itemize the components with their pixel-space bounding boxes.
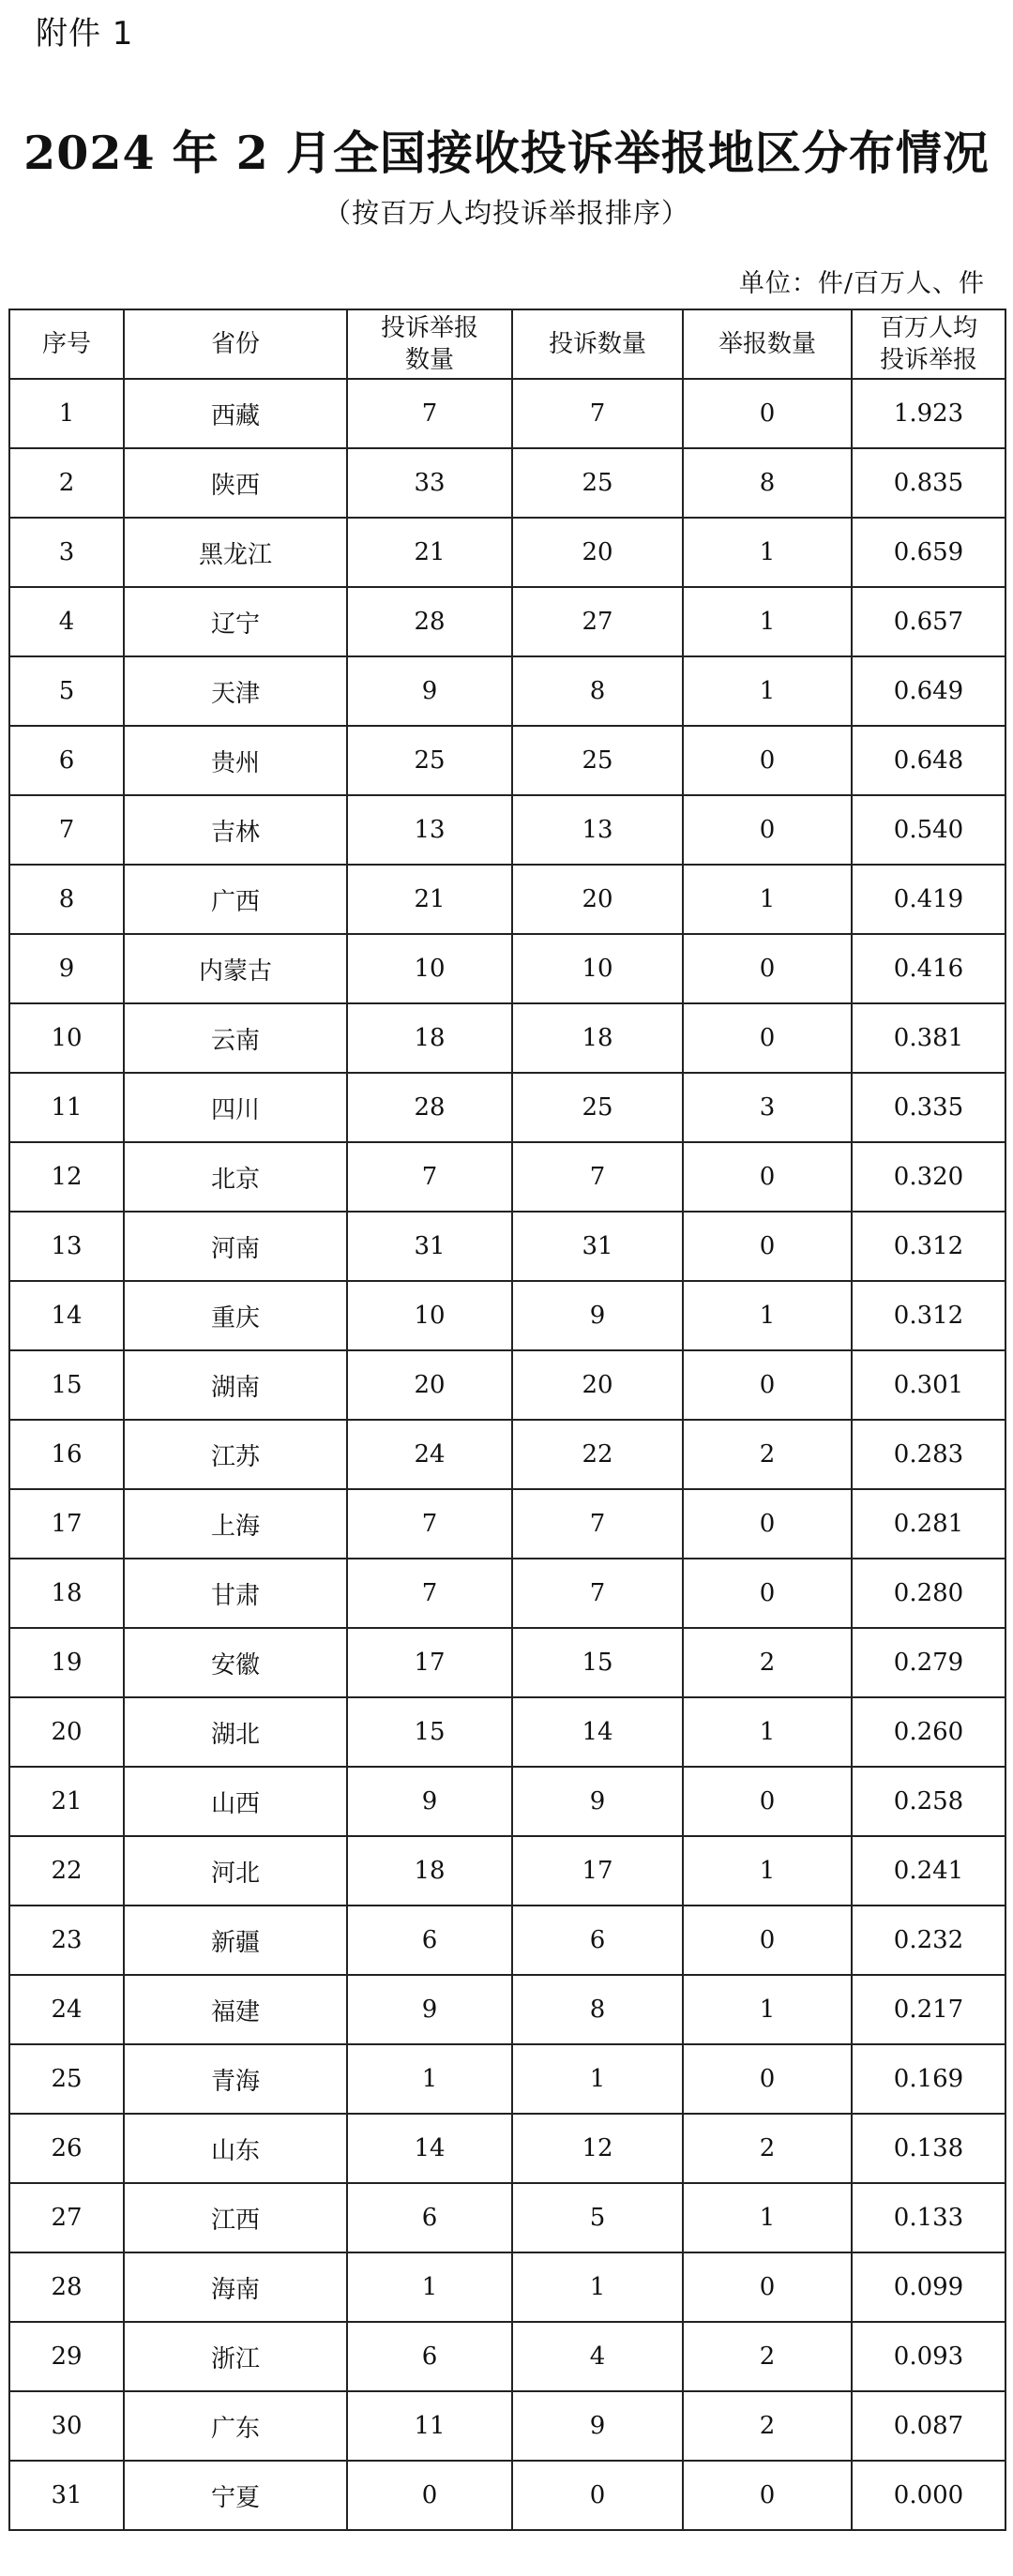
cell-total: 0 [347,2461,512,2530]
cell-complaints: 31 [512,1212,683,1281]
cell-reports: 2 [683,1420,852,1489]
unit-note: 单位：件/百万人、件 [738,269,985,298]
cell-province: 北京 [124,1142,347,1212]
cell-reports: 0 [683,1350,852,1420]
cell-province: 新疆 [124,1906,347,1975]
cell-complaints: 12 [512,2114,683,2183]
cell-no: 16 [9,1420,124,1489]
table-row [9,2183,1005,2252]
cell-no: 18 [9,1559,124,1628]
cell-complaints: 10 [512,934,683,1003]
cell-reports: 0 [683,1142,852,1212]
cell-per-million: 1.923 [852,379,1005,448]
cell-complaints: 8 [512,656,683,726]
cell-province: 云南 [124,1003,347,1073]
cell-total: 7 [347,1489,512,1559]
cell-province: 浙江 [124,2322,347,2391]
cell-province: 湖南 [124,1350,347,1420]
cell-complaints: 20 [512,518,683,587]
cell-province: 青海 [124,2044,347,2114]
cell-reports: 3 [683,1073,852,1142]
cell-no: 31 [9,2461,124,2530]
cell-no: 21 [9,1767,124,1836]
column-header-complaints: 投诉数量 [512,309,683,379]
cell-total: 9 [347,1975,512,2044]
cell-no: 28 [9,2252,124,2322]
cell-per-million: 0.087 [852,2391,1005,2461]
table-row [9,1420,1005,1489]
column-header-reports: 举报数量 [683,309,852,379]
column-header-total-line1: 投诉举报 [380,314,478,342]
cell-province: 上海 [124,1489,347,1559]
cell-total: 18 [347,1003,512,1073]
cell-total: 14 [347,2114,512,2183]
cell-complaints: 1 [512,2044,683,2114]
cell-province: 湖北 [124,1697,347,1767]
cell-per-million: 0.649 [852,656,1005,726]
cell-per-million: 0.133 [852,2183,1005,2252]
cell-complaints: 5 [512,2183,683,2252]
cell-per-million: 0.093 [852,2322,1005,2391]
cell-reports: 0 [683,1906,852,1975]
cell-province: 江西 [124,2183,347,2252]
table-row [9,518,1005,587]
cell-complaints: 4 [512,2322,683,2391]
cell-province: 江苏 [124,1420,347,1489]
cell-per-million: 0.232 [852,1906,1005,1975]
cell-province: 西藏 [124,379,347,448]
table-row [9,1142,1005,1212]
cell-province: 广东 [124,2391,347,2461]
column-header-per-million-line1: 百万人均 [879,314,977,342]
cell-complaints: 9 [512,2391,683,2461]
cell-reports: 1 [683,1836,852,1906]
cell-province: 安徽 [124,1628,347,1697]
cell-total: 7 [347,1559,512,1628]
cell-per-million: 0.835 [852,448,1005,518]
column-header-per-million-line2: 投诉举报 [879,346,977,374]
table-row [9,1836,1005,1906]
cell-total: 18 [347,1836,512,1906]
cell-complaints: 13 [512,795,683,865]
cell-no: 13 [9,1212,124,1281]
cell-complaints: 8 [512,1975,683,2044]
cell-no: 26 [9,2114,124,2183]
cell-reports: 0 [683,1212,852,1281]
cell-no: 3 [9,518,124,587]
cell-no: 10 [9,1003,124,1073]
cell-total: 13 [347,795,512,865]
cell-total: 24 [347,1420,512,1489]
table-row [9,2252,1005,2322]
cell-reports: 1 [683,587,852,656]
cell-complaints: 27 [512,587,683,656]
cell-per-million: 0.099 [852,2252,1005,2322]
cell-per-million: 0.312 [852,1212,1005,1281]
table-row [9,1767,1005,1836]
cell-reports: 1 [683,1975,852,2044]
cell-no: 15 [9,1350,124,1420]
cell-reports: 8 [683,448,852,518]
cell-per-million: 0.648 [852,726,1005,795]
table-row [9,865,1005,934]
cell-reports: 0 [683,934,852,1003]
cell-no: 5 [9,656,124,726]
cell-total: 25 [347,726,512,795]
cell-reports: 0 [683,2252,852,2322]
cell-no: 9 [9,934,124,1003]
cell-complaints: 17 [512,1836,683,1906]
cell-reports: 1 [683,656,852,726]
cell-province: 河南 [124,1212,347,1281]
cell-province: 宁夏 [124,2461,347,2530]
cell-no: 23 [9,1906,124,1975]
cell-no: 8 [9,865,124,934]
table-row [9,1073,1005,1142]
cell-complaints: 18 [512,1003,683,1073]
cell-reports: 0 [683,2461,852,2530]
table-row [9,934,1005,1003]
document-subtitle: （按百万人均投诉举报排序） [323,197,689,229]
cell-province: 重庆 [124,1281,347,1350]
column-header-total-line2: 数量 [404,346,454,374]
cell-per-million: 0.260 [852,1697,1005,1767]
column-header-province: 省份 [124,309,347,379]
table-header-row [9,309,1005,379]
cell-no: 24 [9,1975,124,2044]
cell-province: 黑龙江 [124,518,347,587]
cell-per-million: 0.241 [852,1836,1005,1906]
cell-complaints: 22 [512,1420,683,1489]
column-header-total [347,309,512,379]
cell-total: 20 [347,1350,512,1420]
cell-total: 31 [347,1212,512,1281]
cell-province: 辽宁 [124,587,347,656]
cell-per-million: 0.335 [852,1073,1005,1142]
table-row [9,448,1005,518]
cell-no: 30 [9,2391,124,2461]
cell-no: 12 [9,1142,124,1212]
cell-no: 22 [9,1836,124,1906]
cell-reports: 0 [683,1003,852,1073]
cell-per-million: 0.279 [852,1628,1005,1697]
cell-total: 10 [347,934,512,1003]
cell-complaints: 7 [512,379,683,448]
cell-total: 15 [347,1697,512,1767]
table-row [9,656,1005,726]
cell-province: 广西 [124,865,347,934]
cell-per-million: 0.301 [852,1350,1005,1420]
cell-complaints: 25 [512,1073,683,1142]
cell-per-million: 0.659 [852,518,1005,587]
cell-no: 29 [9,2322,124,2391]
cell-complaints: 25 [512,448,683,518]
cell-complaints: 9 [512,1767,683,1836]
cell-province: 河北 [124,1836,347,1906]
cell-no: 6 [9,726,124,795]
table-row [9,1975,1005,2044]
cell-per-million: 0.283 [852,1420,1005,1489]
cell-province: 山东 [124,2114,347,2183]
cell-province: 吉林 [124,795,347,865]
cell-province: 四川 [124,1073,347,1142]
cell-per-million: 0.416 [852,934,1005,1003]
cell-no: 11 [9,1073,124,1142]
complaints-by-region-table [8,309,1006,2531]
cell-province: 福建 [124,1975,347,2044]
cell-total: 28 [347,587,512,656]
cell-province: 甘肃 [124,1559,347,1628]
table-row [9,1003,1005,1073]
table-row [9,2044,1005,2114]
cell-total: 7 [347,379,512,448]
table-row [9,2322,1005,2391]
cell-per-million: 0.281 [852,1489,1005,1559]
cell-complaints: 0 [512,2461,683,2530]
cell-per-million: 0.217 [852,1975,1005,2044]
attachment-label: 附件 1 [36,15,134,53]
cell-no: 4 [9,587,124,656]
table-body [9,379,1005,2530]
cell-total: 7 [347,1142,512,1212]
cell-total: 9 [347,656,512,726]
cell-total: 17 [347,1628,512,1697]
cell-per-million: 0.320 [852,1142,1005,1212]
table-row [9,795,1005,865]
cell-reports: 2 [683,2114,852,2183]
cell-reports: 1 [683,518,852,587]
cell-per-million: 0.540 [852,795,1005,865]
cell-total: 6 [347,2322,512,2391]
cell-reports: 1 [683,1281,852,1350]
cell-complaints: 25 [512,726,683,795]
cell-reports: 1 [683,865,852,934]
table-row [9,587,1005,656]
cell-reports: 2 [683,2322,852,2391]
cell-per-million: 0.312 [852,1281,1005,1350]
cell-complaints: 20 [512,1350,683,1420]
cell-reports: 1 [683,1697,852,1767]
cell-total: 6 [347,1906,512,1975]
cell-per-million: 0.657 [852,587,1005,656]
cell-reports: 0 [683,2044,852,2114]
cell-complaints: 7 [512,1142,683,1212]
cell-total: 1 [347,2044,512,2114]
cell-complaints: 15 [512,1628,683,1697]
cell-reports: 0 [683,1559,852,1628]
cell-complaints: 14 [512,1697,683,1767]
column-header-no: 序号 [9,309,124,379]
cell-reports: 0 [683,1489,852,1559]
cell-per-million: 0.280 [852,1559,1005,1628]
cell-complaints: 1 [512,2252,683,2322]
cell-per-million: 0.419 [852,865,1005,934]
cell-reports: 2 [683,1628,852,1697]
cell-reports: 1 [683,2183,852,2252]
cell-total: 11 [347,2391,512,2461]
cell-total: 21 [347,865,512,934]
table-row [9,1281,1005,1350]
cell-no: 25 [9,2044,124,2114]
cell-province: 山西 [124,1767,347,1836]
table-row [9,726,1005,795]
cell-total: 10 [347,1281,512,1350]
cell-province: 陕西 [124,448,347,518]
table-row [9,1212,1005,1281]
cell-per-million: 0.169 [852,2044,1005,2114]
column-header-per-million [852,309,1005,379]
cell-per-million: 0.138 [852,2114,1005,2183]
cell-no: 1 [9,379,124,448]
cell-no: 14 [9,1281,124,1350]
cell-total: 33 [347,448,512,518]
cell-province: 海南 [124,2252,347,2322]
cell-province: 贵州 [124,726,347,795]
cell-total: 1 [347,2252,512,2322]
table-row [9,1559,1005,1628]
cell-reports: 2 [683,2391,852,2461]
cell-reports: 0 [683,379,852,448]
table-row [9,1350,1005,1420]
cell-reports: 0 [683,1767,852,1836]
cell-no: 20 [9,1697,124,1767]
cell-complaints: 7 [512,1489,683,1559]
cell-no: 17 [9,1489,124,1559]
cell-reports: 0 [683,795,852,865]
cell-province: 内蒙古 [124,934,347,1003]
table-row [9,1906,1005,1975]
cell-complaints: 6 [512,1906,683,1975]
cell-complaints: 20 [512,865,683,934]
cell-total: 21 [347,518,512,587]
cell-reports: 0 [683,726,852,795]
cell-per-million: 0.381 [852,1003,1005,1073]
cell-province: 天津 [124,656,347,726]
cell-complaints: 9 [512,1281,683,1350]
cell-total: 9 [347,1767,512,1836]
table-row [9,1697,1005,1767]
cell-no: 7 [9,795,124,865]
cell-no: 2 [9,448,124,518]
document-title: 2024 年 2 月全国接收投诉举报地区分布情况 [23,126,990,180]
cell-complaints: 7 [512,1559,683,1628]
table-row [9,2391,1005,2461]
cell-total: 28 [347,1073,512,1142]
cell-per-million: 0.258 [852,1767,1005,1836]
table-row [9,2114,1005,2183]
table-row [9,1489,1005,1559]
table-row [9,1628,1005,1697]
table-row [9,379,1005,448]
cell-per-million: 0.000 [852,2461,1005,2530]
table-row [9,2461,1005,2530]
cell-total: 6 [347,2183,512,2252]
cell-no: 27 [9,2183,124,2252]
cell-no: 19 [9,1628,124,1697]
